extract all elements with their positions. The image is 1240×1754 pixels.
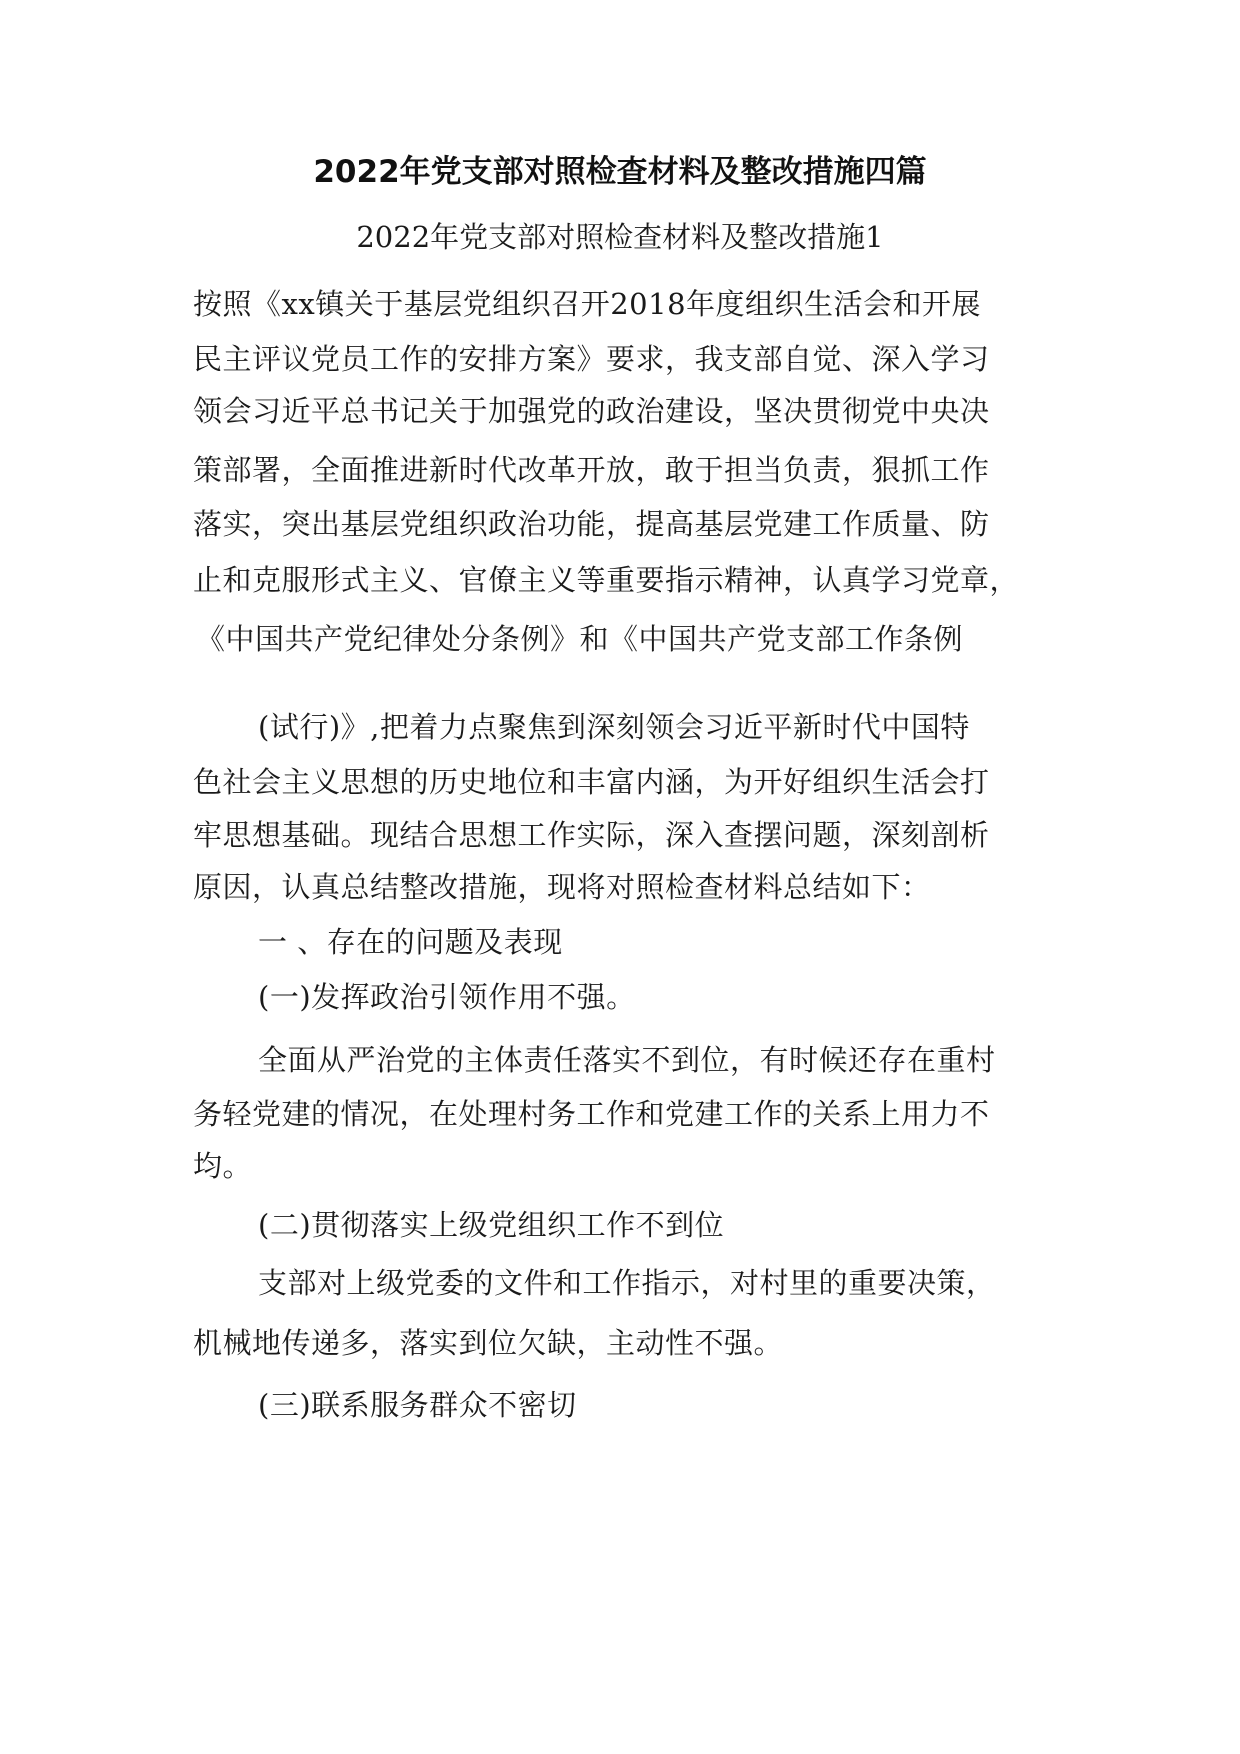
- intro-line: 领会习近平总书记关于加强党的政治建设，坚决贯彻党中央决: [193, 394, 990, 428]
- subsection-heading: (一)发挥政治引领作用不强。: [258, 980, 636, 1014]
- paragraph-line: 全面从严治党的主体责任落实不到位，有时候还存在重村: [258, 1043, 996, 1077]
- section-heading: 一 、存在的问题及表现: [258, 925, 563, 959]
- intro-line: 落实，突出基层党组织政治功能，提高基层党建工作质量、防: [193, 507, 990, 541]
- paragraph-line: 务轻党建的情况，在处理村务工作和党建工作的关系上用力不: [193, 1097, 990, 1131]
- paragraph-line: 均。: [193, 1149, 253, 1183]
- document-title: 2022年党支部对照检查材料及整改措施四篇: [313, 154, 927, 190]
- subsection-heading: (三)联系服务群众不密切: [258, 1388, 577, 1422]
- intro-line: 按照《xx镇关于基层党组织召开2018年度组织生活会和开展: [193, 287, 982, 321]
- paragraph-line: 支部对上级党委的文件和工作指示，对村里的重要决策，: [258, 1266, 996, 1300]
- intro-line: 策部署，全面推进新时代改革开放，敢于担当负责，狠抓工作: [193, 453, 990, 487]
- paragraph-line: (试行)》,把着力点聚焦到深刻领会习近平新时代中国特: [258, 710, 970, 744]
- paragraph-line: 原因，认真总结整改措施，现将对照检查材料总结如下：: [193, 870, 931, 904]
- intro-line: 民主评议党员工作的安排方案》要求，我支部自觉、深入学习: [193, 342, 990, 376]
- document-subtitle: 2022年党支部对照检查材料及整改措施1: [356, 220, 884, 254]
- subsection-heading: (二)贯彻落实上级党组织工作不到位: [258, 1208, 725, 1242]
- intro-line: 《中国共产党纪律处分条例》和《中国共产党支部工作条例: [196, 622, 964, 656]
- paragraph-line: 牢思想基础。现结合思想工作实际，深入查摆问题，深刻剖析: [193, 818, 990, 852]
- paragraph-line: 色社会主义思想的历史地位和丰富内涵，为开好组织生活会打: [193, 765, 990, 799]
- intro-line: 止和克服形式主义、官僚主义等重要指示精神，认真学习党章，: [193, 563, 1020, 597]
- paragraph-line: 机械地传递多，落实到位欠缺，主动性不强。: [193, 1326, 784, 1360]
